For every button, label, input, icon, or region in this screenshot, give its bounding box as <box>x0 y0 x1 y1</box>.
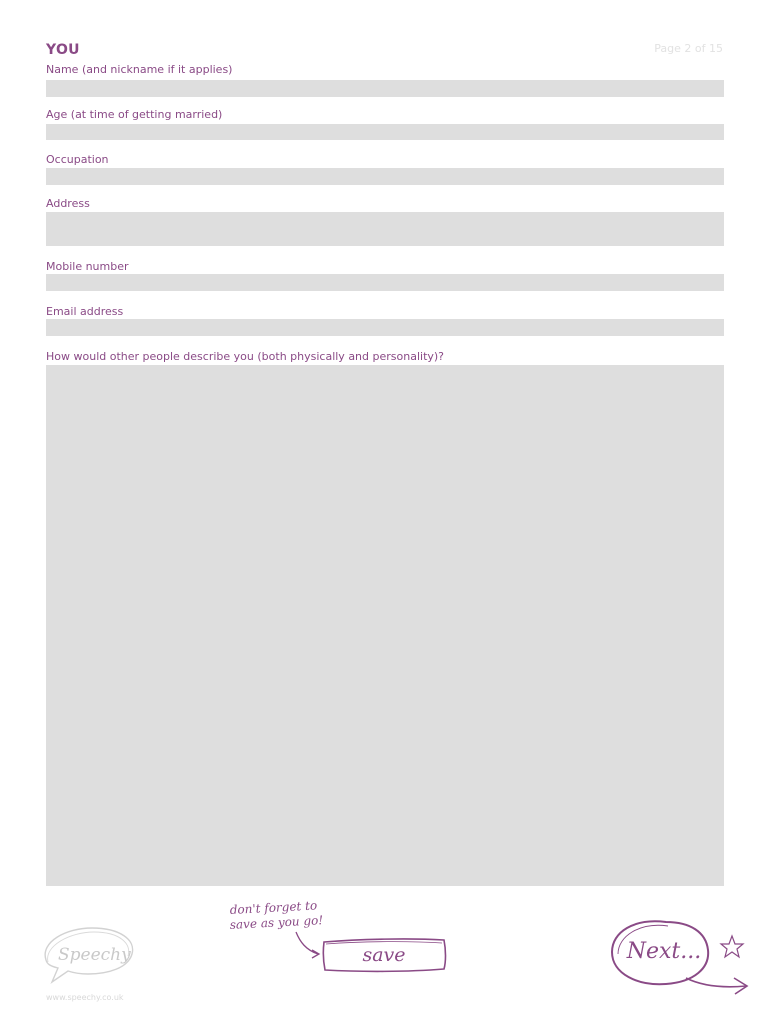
save-reminder-line2: save as you go! <box>229 913 324 932</box>
address-field[interactable] <box>46 212 724 246</box>
name-label: Name (and nickname if it applies) <box>46 63 233 76</box>
speech-bubble-logo-icon <box>36 922 138 988</box>
next-button[interactable] <box>606 914 752 1000</box>
name-field[interactable] <box>46 80 724 97</box>
description-field[interactable] <box>46 365 724 886</box>
age-field[interactable] <box>46 124 724 140</box>
section-title: YOU <box>46 42 80 58</box>
star-icon <box>721 936 743 957</box>
speechy-logo <box>36 922 138 988</box>
address-label: Address <box>46 197 90 210</box>
website-url: www.speechy.co.uk <box>46 993 124 1002</box>
curved-arrow-icon <box>296 932 318 954</box>
save-button[interactable] <box>320 936 448 974</box>
save-button-label: save <box>362 944 406 966</box>
page-indicator: Page 2 of 15 <box>654 42 723 55</box>
age-label: Age (at time of getting married) <box>46 108 223 121</box>
save-reminder-line1: don't forget to <box>229 898 318 917</box>
occupation-label: Occupation <box>46 153 109 166</box>
description-label: How would other people describe you (both physically and personality)? <box>46 350 445 363</box>
logo-wordmark: Speechy <box>58 945 131 965</box>
mobile-label: Mobile number <box>46 260 129 273</box>
next-button-label: Next... <box>626 939 702 964</box>
email-label: Email address <box>46 305 124 318</box>
mobile-field[interactable] <box>46 274 724 291</box>
occupation-field[interactable] <box>46 168 724 185</box>
email-field[interactable] <box>46 319 724 336</box>
